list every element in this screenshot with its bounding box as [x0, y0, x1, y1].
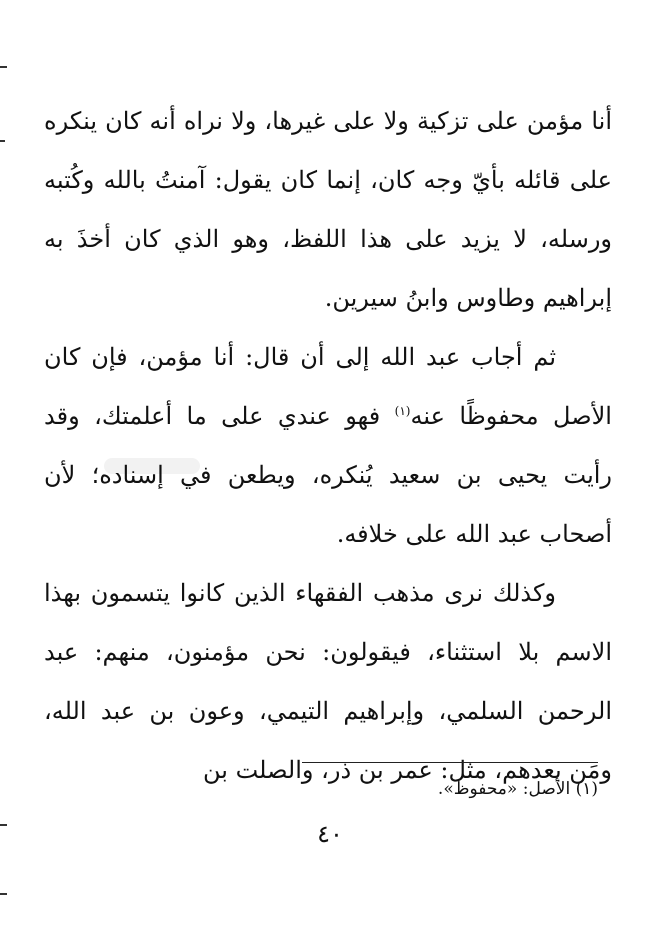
paragraph-1 [44, 92, 612, 328]
paragraph-3 [44, 564, 612, 800]
footnote-separator [302, 762, 598, 763]
footnote: (١) الأصل: «محفوظ». [437, 779, 598, 799]
main-text [44, 92, 612, 800]
page-number: ٤٠ [317, 820, 343, 848]
paragraph-2 [44, 328, 612, 564]
margin-mark [0, 140, 5, 142]
margin-mark [0, 893, 7, 895]
paragraph-3-text: وكذلك نرى مذهب الفقهاء الذين كانوا يتسمون بهذا الاسم بلا استثناء، فيقولون: نحن مؤمنون، منهم: عبد الرحمن السلمي، وإبراهيم التيمي، وعون بن عبد الله، ومَن بعدهم، مثل: عمر بن ذر، والصلت بن [44, 579, 612, 784]
paragraph-2-text-continued: فهو عندي على ما أعلمتك، وقد رأيت يحيى بن سعيد يُنكره، ويطعن في إسناده؛ لأن أصحاب عبد الله على خلافه. [44, 402, 612, 548]
margin-mark [0, 66, 7, 68]
footnote-reference[interactable]: (١) [394, 404, 411, 418]
margin-mark [0, 824, 7, 826]
paragraph-1-text: أنا مؤمن على تزكية ولا على غيرها، ولا نراه أنه كان ينكره على قائله بأيّ وجه كان، إنما كان يقول: آمنتُ بالله وكُتبه ورسله، لا يزيد على هذا اللفظ، وهو الذي كان أخذَ به إبراهيم وطاوس وابنُ سيرين. [44, 107, 612, 312]
paragraph-2-text: ثم أجاب عبد الله إلى أن قال: أنا مؤمن، فإن كان الأصل محفوظًا عنه [44, 343, 612, 430]
